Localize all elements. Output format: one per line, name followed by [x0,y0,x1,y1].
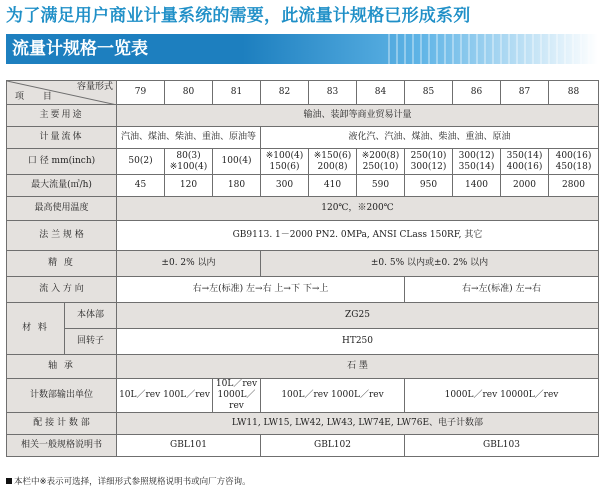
decorative-stripes [388,34,598,64]
row-label: 主要用途 [7,105,117,127]
cell-value: GB9113. 1－2000 PN2. 0MPa, ANSI CLass 150RF, 其它 [117,221,599,251]
corner-top-label: 容量形式 [76,82,113,92]
model-header: 88 [549,81,599,105]
cell-value: 300(12) 350(14) [453,149,501,175]
table-row [7,355,599,379]
row-label: 计数部输出单位 [7,379,117,413]
table-row [7,413,599,435]
cell-value: ※100(4) 150(6) [261,149,309,175]
cell-value: HT250 [117,329,599,355]
row-sublabel: 本体部 [65,303,117,329]
row-label: 最大流量(㎥/h) [7,175,117,197]
cell-value: GBL103 [405,435,599,457]
cell-value: 120℃，※200℃ [117,197,599,221]
footnote-text: 本栏中※表示可选择，详细形式参照规格说明书或向厂方咨询。 [14,477,251,487]
cell-value: 400(16) 450(18) [549,149,599,175]
model-header: 79 [117,81,165,105]
row-label: 配 接 计 数 部 [7,413,117,435]
model-header: 85 [405,81,453,105]
cell-value: 右→左(标准) 左→右 上→下 下→上 [117,277,405,303]
cell-value: 输油、装卸等商业贸易计量 [117,105,599,127]
cell-value: 2000 [501,175,549,197]
row-label: 材 料 [7,303,65,355]
section-title-bar [6,34,598,64]
table-row [7,379,599,413]
cell-value: LW11, LW15, LW42, LW43, LW74E, LW76E、电子计数部 [117,413,599,435]
cell-value: 汽油、煤油、柴油、重油、原油等 [117,127,261,149]
cell-value: 180 [213,175,261,197]
table-row [7,221,599,251]
cell-value: 10L／rev 1000L／rev [213,379,261,413]
cell-value: ZG25 [117,303,599,329]
corner-cell [7,81,117,105]
table-row [7,175,599,197]
row-label: 法 兰 规 格 [7,221,117,251]
row-label: 最高使用温度 [7,197,117,221]
cell-value: 300 [261,175,309,197]
footnote [6,475,251,487]
cell-value: ※200(8) 250(10) [357,149,405,175]
model-header: 82 [261,81,309,105]
row-label: 精 度 [7,251,117,277]
cell-value: ±0. 5% 以内或±0. 2% 以内 [261,251,599,277]
row-label: 流 入 方 向 [7,277,117,303]
cell-value: 950 [405,175,453,197]
page-headline: 为了满足用户商业计量系统的需要，此流量计规格已形成系列 [6,6,471,26]
cell-value: GBL102 [261,435,405,457]
table-row [7,127,599,149]
cell-value: 590 [357,175,405,197]
model-header: 83 [309,81,357,105]
table-row [7,105,599,127]
cell-value: ※150(6) 200(8) [309,149,357,175]
cell-value: 350(14) 400(16) [501,149,549,175]
square-bullet-icon [6,478,12,484]
corner-bottom-label: 项 目 [15,92,60,102]
table-row [7,197,599,221]
spec-table [6,80,599,457]
cell-value: 80(3) ※100(4) [165,149,213,175]
model-header: 84 [357,81,405,105]
table-row [7,149,599,175]
cell-value: 10L／rev 100L／rev [117,379,213,413]
model-header: 80 [165,81,213,105]
cell-value: 2800 [549,175,599,197]
table-row [7,435,599,457]
cell-value: 液化汽、汽油、煤油、柴油、重油、原油 [261,127,599,149]
cell-value: 50(2) [117,149,165,175]
cell-value: 1400 [453,175,501,197]
cell-value: 1000L／rev 10000L／rev [405,379,599,413]
cell-value: 250(10) 300(12) [405,149,453,175]
spec-table-wrapper [6,80,598,457]
table-row [7,303,599,329]
table-row [7,277,599,303]
cell-value: 100(4) [213,149,261,175]
cell-value: 45 [117,175,165,197]
row-label: 计量流体 [7,127,117,149]
row-sublabel: 回转子 [65,329,117,355]
cell-value: ±0. 2% 以内 [117,251,261,277]
row-label: 相关一般规格说明书 [7,435,117,457]
cell-value: 100L／rev 1000L／rev [261,379,405,413]
model-header: 81 [213,81,261,105]
row-label: 轴 承 [7,355,117,379]
cell-value: 石 墨 [117,355,599,379]
row-label: 口 径 mm(inch) [7,149,117,175]
cell-value: 120 [165,175,213,197]
table-row [7,251,599,277]
cell-value: GBL101 [117,435,261,457]
model-header: 87 [501,81,549,105]
model-header: 86 [453,81,501,105]
header-row [7,81,599,105]
table-row [7,329,599,355]
section-title: 流量计规格一览表 [12,39,148,59]
cell-value: 410 [309,175,357,197]
cell-value: 右→左(标准) 左→右 [405,277,599,303]
